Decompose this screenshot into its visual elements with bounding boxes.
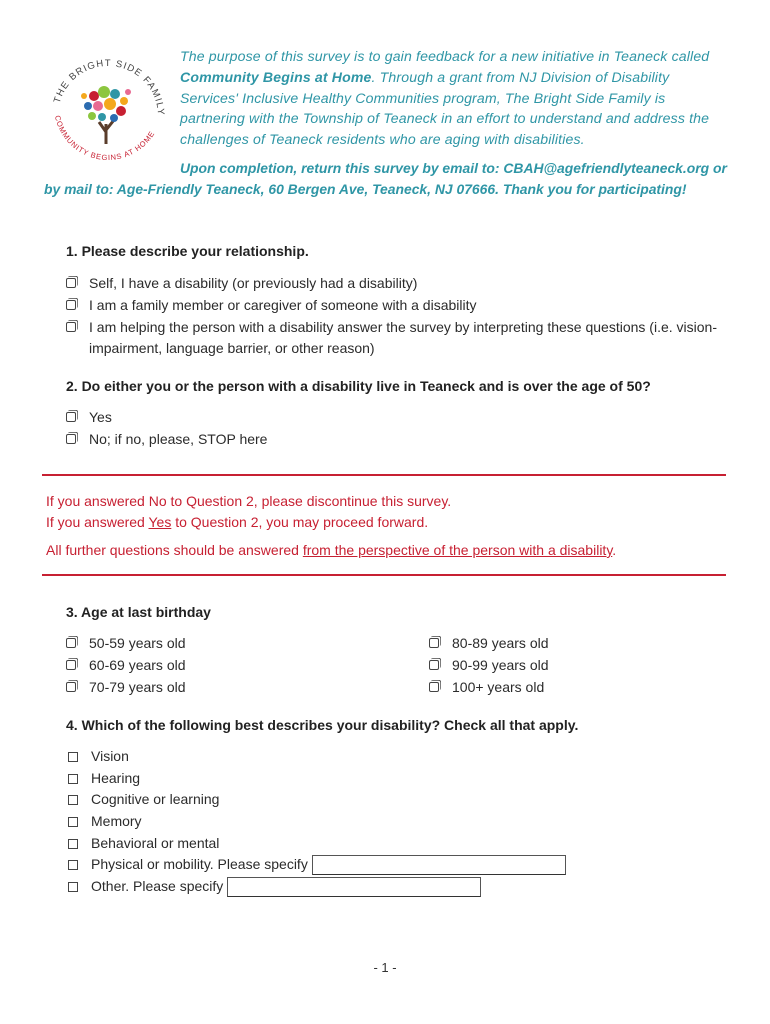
- q4-option-memory[interactable]: Memory: [68, 811, 142, 832]
- checkbox-icon[interactable]: [68, 774, 78, 784]
- warning-line-3: All further questions should be answered from the perspective of the person with a disability.: [46, 542, 617, 558]
- checkbox-icon[interactable]: [68, 882, 78, 892]
- page-number: - 1 -: [373, 960, 397, 975]
- radio-icon[interactable]: [66, 660, 76, 670]
- radio-icon[interactable]: [66, 638, 76, 648]
- tree-icon: [81, 86, 131, 144]
- q3-option-50-59[interactable]: 50-59 years old: [66, 633, 186, 654]
- radio-icon[interactable]: [429, 638, 439, 648]
- radio-icon[interactable]: [66, 682, 76, 692]
- checkbox-icon[interactable]: [68, 817, 78, 827]
- radio-icon[interactable]: [66, 434, 76, 444]
- radio-icon[interactable]: [66, 412, 76, 422]
- q2-option-yes[interactable]: Yes: [66, 407, 112, 428]
- divider-bottom: [42, 574, 726, 576]
- checkbox-icon[interactable]: [68, 795, 78, 805]
- q4-option-hearing[interactable]: Hearing: [68, 768, 140, 789]
- q3-option-80-89[interactable]: 80-89 years old: [429, 633, 549, 654]
- radio-icon[interactable]: [429, 660, 439, 670]
- physical-specify-field[interactable]: [312, 855, 566, 875]
- intro-program-name: Community Begins at Home: [180, 68, 372, 85]
- radio-icon[interactable]: [66, 278, 76, 288]
- svg-text:COMMUNITY BEGINS AT HOME: COMMUNITY BEGINS AT HOME: [52, 114, 157, 163]
- intro-text-1: The purpose of this survey is to gain feedback for a new initiative in Teaneck called: [180, 48, 710, 64]
- question-3-label: 3. Age at last birthday: [66, 604, 211, 620]
- q4-option-other[interactable]: Other. Please specify: [68, 876, 481, 897]
- intro-paragraph: [180, 46, 728, 150]
- q2-option-no[interactable]: No; if no, please, STOP here: [66, 429, 267, 450]
- radio-icon[interactable]: [66, 322, 76, 332]
- radio-icon[interactable]: [66, 300, 76, 310]
- q3-option-60-69[interactable]: 60-69 years old: [66, 655, 186, 676]
- q1-option-3[interactable]: I am helping the person with a disability answer the survey by interpreting these questions (i.e. vision-impairment, language barrier, or other reason): [66, 317, 726, 359]
- return-instructions: Upon completion, return this survey by email to: CBAH@agefriendlyteaneck.org or by mail to: Age-Friendly Teaneck, 60 Bergen Ave, Teaneck, NJ 07666. Thank you for participating!: [44, 160, 727, 197]
- q4-option-vision[interactable]: Vision: [68, 746, 129, 767]
- divider-top: [42, 474, 726, 476]
- warning-line-2: If you answered Yes to Question 2, you may proceed forward.: [46, 514, 429, 530]
- radio-icon[interactable]: [429, 682, 439, 692]
- q4-option-behavioral[interactable]: Behavioral or mental: [68, 833, 219, 854]
- checkbox-icon[interactable]: [68, 860, 78, 870]
- bright-side-family-logo: [44, 46, 172, 174]
- q3-option-90-99[interactable]: 90-99 years old: [429, 655, 549, 676]
- checkbox-icon[interactable]: [68, 752, 78, 762]
- q1-option-1[interactable]: Self, I have a disability (or previously had a disability): [66, 273, 726, 294]
- svg-text:THE BRIGHT SIDE FAMILY: THE BRIGHT SIDE FAMILY: [51, 57, 167, 117]
- question-4-label: 4. Which of the following best describes your disability? Check all that apply.: [66, 717, 579, 733]
- q3-option-100-plus[interactable]: 100+ years old: [429, 677, 544, 698]
- other-specify-field[interactable]: [227, 877, 481, 897]
- warning-line-1: If you answered No to Question 2, please discontinue this survey.: [46, 493, 452, 509]
- intro-text-2: . Through a grant from NJ Division of Disability Services' Inclusive Healthy Communities program, The Bright Side Family is partnering with the Township of Teaneck in an effort to understand and address the challenges of Teaneck residents who are aging with disabilities.: [180, 68, 710, 148]
- q4-option-physical[interactable]: Physical or mobility. Please specify: [68, 854, 566, 875]
- checkbox-icon[interactable]: [68, 839, 78, 849]
- question-1-label: 1. Please describe your relationship.: [66, 243, 309, 259]
- question-2-label: 2. Do either you or the person with a disability live in Teaneck and is over the age of 50?: [66, 378, 651, 394]
- q3-option-70-79[interactable]: 70-79 years old: [66, 677, 186, 698]
- q1-option-2[interactable]: I am a family member or caregiver of someone with a disability: [66, 295, 726, 316]
- q4-option-cognitive[interactable]: Cognitive or learning: [68, 789, 219, 810]
